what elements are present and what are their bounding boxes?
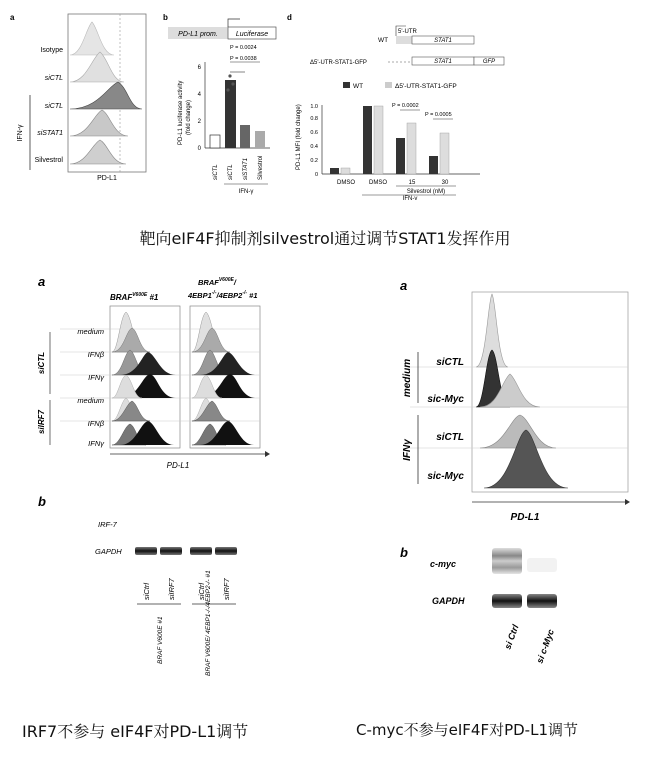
top-d-cat-1: DMSO	[337, 180, 355, 186]
left-a-letter: a	[38, 274, 46, 289]
top-d-bar	[396, 138, 405, 174]
top-d-legend-swatch-mut	[385, 82, 392, 88]
left-b-lane-3: siCtrl	[197, 582, 206, 600]
left-b-gapdh-band	[160, 547, 182, 555]
right-b-gapdh-band-2	[527, 594, 557, 608]
top-d-legend-wt: WT	[353, 83, 364, 90]
top-d-tick-2: 0.4	[310, 144, 318, 150]
top-a-row-1: Isotype	[40, 47, 63, 54]
right-a-hist-5	[484, 430, 568, 488]
top-d-bar	[341, 168, 350, 174]
left-figure-b	[0, 540, 300, 700]
left-a-xlabel: PD-L1	[166, 461, 190, 470]
top-d-letter: d	[287, 13, 292, 22]
left-a-row-5: IFNβ	[87, 419, 104, 428]
top-d-mut-gene: STAT1	[434, 59, 452, 65]
right-a-row-3: siCTL	[436, 432, 464, 443]
top-b-cat-3: siSTAT1	[243, 157, 249, 180]
top-d-cat-3: 15	[408, 180, 416, 186]
top-d-bar	[440, 133, 449, 174]
left-a-group-1: siCTL	[37, 351, 46, 375]
top-d-utr-box	[396, 36, 412, 44]
top-b-tick-1: 2	[197, 119, 201, 125]
top-b-letter: b	[163, 13, 168, 22]
top-d-pvalue-1: P = 0.0002	[392, 103, 419, 109]
top-a-row-5: Silvestrol	[34, 157, 63, 164]
top-a-hist-5	[70, 140, 126, 164]
top-d-tick-4: 0.8	[310, 116, 318, 122]
left-a-row-1: medium	[77, 327, 104, 336]
right-b-cmyc-band-2	[527, 558, 557, 572]
left-a-col2-line2: 4EBP1-/-/4EBP2-/- #1	[188, 290, 258, 300]
left-b-band-2: GAPDH	[95, 547, 122, 556]
top-d-pvalue-2: P = 0.0005	[425, 112, 452, 118]
top-d-bar	[330, 168, 339, 174]
top-d-ylabel: PD-L1 MFI (fold change)	[296, 104, 302, 170]
top-d-wt-gene: STAT1	[434, 38, 452, 44]
top-b-tick-3: 6	[197, 65, 201, 71]
top-d-bar	[407, 123, 416, 174]
top-d-bar	[363, 106, 372, 174]
top-b-dot	[231, 82, 234, 85]
right-a-group-2: IFNγ	[402, 439, 413, 461]
top-b-group: IFN-γ	[238, 189, 254, 195]
top-a-hist-1	[70, 22, 114, 55]
left-a-row-2: IFNβ	[87, 350, 104, 359]
top-b-ylabel: PD-L1 luciferase activity	[178, 80, 184, 145]
top-figure	[0, 0, 650, 200]
right-b-band-1: c-myc	[430, 559, 457, 569]
top-a-row-4: siSTAT1	[37, 130, 63, 137]
top-d-tick-5: 1.0	[310, 104, 318, 110]
left-b-lane-1: siCtrl	[142, 582, 151, 600]
top-a-hist-4	[70, 110, 128, 136]
top-b-pvalue-1: P = 0.0024	[230, 45, 257, 51]
top-d-silvestrol: Silvestrol (nM)	[406, 189, 446, 195]
top-b-pvalue-2: P = 0.0038	[230, 56, 257, 62]
right-b-lane-1: si Ctrl	[502, 623, 521, 651]
top-d-gfp: GFP	[482, 59, 496, 65]
top-b-luciferase: Luciferase	[235, 31, 269, 38]
left-a-row-6: IFNγ	[88, 439, 104, 448]
top-b-cat-1: siCTL	[213, 164, 219, 180]
top-b-ylabel2: (fold change)	[186, 99, 192, 135]
top-d-bar	[374, 106, 383, 174]
top-a-xlabel: PD-L1	[97, 175, 117, 182]
top-b-dot	[228, 74, 231, 77]
top-d-wt-label: WT	[378, 37, 389, 44]
left-b-gapdh-band	[215, 547, 237, 555]
right-a-row-4: sic-Myc	[427, 471, 464, 482]
top-a-hist-2	[70, 52, 124, 82]
left-a-col1: $BRAF^{V600E}$ #1	[110, 292, 159, 302]
left-a-col2-line1: $BRAF^{V600E}/$	[198, 277, 236, 287]
top-d-tick-0: 0	[314, 172, 318, 178]
top-b-tick-0: 0	[197, 146, 201, 152]
top-b-cat-4: Silvestrol	[258, 155, 264, 180]
top-d-tick-3: 0.6	[310, 130, 318, 136]
top-a-row-2: siCTL	[44, 75, 63, 82]
top-d-bar	[429, 156, 438, 174]
left-b-lane-2: siIRF7	[167, 578, 176, 600]
right-a-xlabel: PD-L1	[510, 512, 540, 523]
top-a-group: IFN-γ	[17, 124, 24, 142]
top-b-bar-4	[255, 131, 265, 148]
right-b-gapdh-band-1	[492, 594, 522, 608]
top-d-legend-swatch-wt	[343, 82, 350, 88]
left-b-gapdh-band	[190, 547, 212, 555]
left-b-group-1: BRAF V600E #1	[157, 616, 164, 664]
left-b-gapdh-band	[135, 547, 157, 555]
top-b-cat-2: siCTL	[228, 164, 234, 180]
top-a-letter: a	[10, 13, 15, 22]
left-a-group-2: siIRF7	[37, 409, 46, 435]
top-b-dot	[226, 88, 229, 91]
right-a-row-2: sic-Myc	[427, 394, 464, 405]
top-d-group: IFN-γ	[402, 196, 418, 200]
top-b-bar-3	[240, 125, 250, 148]
top-a-row-3: siCTL	[44, 103, 63, 110]
top-d-mut-label: Δ5'-UTR-STAT1-GFP	[310, 60, 367, 66]
left-b-lane-4: siIRF7	[222, 578, 231, 600]
left-a-row-4: medium	[77, 396, 104, 405]
left-b-band-1: IRF-7	[98, 520, 117, 529]
right-b-lane-2: si c-Myc	[534, 627, 557, 665]
right-caption: C-myc不参与eIF4F对PD-L1调节	[356, 721, 578, 739]
right-b-cmyc-band-1	[492, 548, 522, 574]
right-a-group-1: medium	[402, 358, 413, 398]
top-b-bar-1	[210, 135, 220, 148]
top-d-utr: 5'-UTR	[398, 29, 417, 35]
right-b-band-2: GAPDH	[432, 596, 465, 606]
top-b-promoter: PD-L1 prom.	[178, 31, 218, 38]
right-a-arrowhead	[625, 499, 630, 505]
left-b-letter: b	[38, 494, 46, 509]
right-a-row-1: siCTL	[436, 357, 464, 368]
top-a-hist-3	[70, 82, 142, 109]
right-figure	[380, 270, 650, 710]
left-b-group-2: BRAF V600E/ 4EBP1-/-/4EBP2-/- #1	[205, 570, 212, 676]
top-d-cat-4: 30	[441, 180, 449, 186]
left-a-arrowhead	[265, 451, 270, 457]
left-figure-a	[0, 270, 300, 540]
left-a-row-3: IFNγ	[88, 373, 104, 382]
right-b-letter: b	[400, 545, 408, 560]
right-a-letter: a	[400, 278, 408, 293]
top-d-legend-mut: Δ5'-UTR-STAT1-GFP	[395, 83, 457, 90]
top-b-tick-2: 4	[197, 92, 201, 98]
top-caption: 靶向eIF4F抑制剂silvestrol通过调节STAT1发挥作用	[139, 229, 511, 248]
top-b-tss-arrow	[228, 19, 240, 27]
left-caption: IRF7不参与 eIF4F对PD-L1调节	[22, 722, 249, 741]
top-d-cat-2: DMSO	[369, 180, 387, 186]
top-d-tick-1: 0.2	[310, 158, 318, 164]
